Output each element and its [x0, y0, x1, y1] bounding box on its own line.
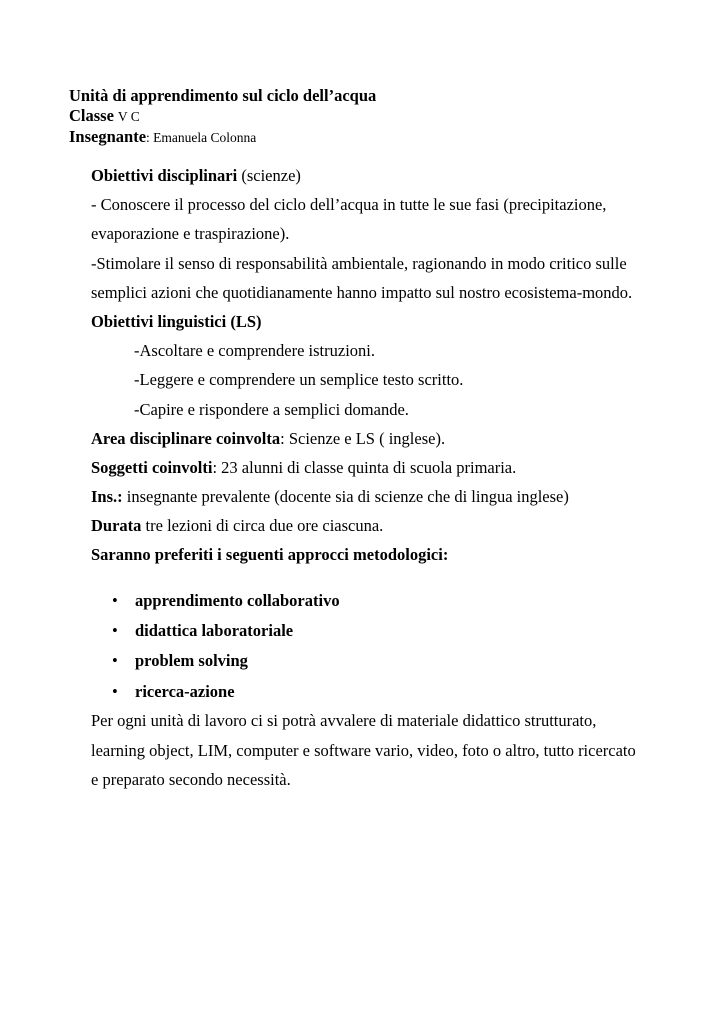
document-title: Unità di apprendimento sul ciclo dell’acqua: [69, 86, 377, 105]
insegnante-value: : Emanuela Colonna: [146, 130, 257, 145]
document-header: [69, 86, 376, 148]
classe-line: [69, 106, 376, 127]
paragraph-line: - Conoscere il processo del ciclo dell’acqua in tutte le sue fasi (precipitazione,: [91, 195, 607, 215]
paragraph-line: semplici azioni che quotidianamente hanno impatto sul nostro ecosistema-mondo.: [91, 282, 633, 302]
paragraph-line: -Stimolare il senso di responsabilità ambientale, ragionando in modo critico sulle: [91, 253, 627, 273]
obiettivi-disciplinari-label: Obiettivi disciplinari: [91, 166, 238, 185]
durata-value: tre lezioni di circa due ore ciascuna.: [141, 516, 384, 536]
paragraph-line: learning object, LIM, computer e software vario, video, foto o altro, tutto ricercato: [91, 740, 636, 760]
soggetti-value: : 23 alunni di classe quinta di scuola primaria.: [212, 457, 517, 477]
list-item: [91, 677, 701, 707]
obiettivi-linguistici-heading: Obiettivi linguistici (LS): [91, 311, 262, 331]
area-disciplinare-line: [91, 424, 701, 453]
document-body: [91, 161, 701, 570]
paragraph-line: evaporazione e traspirazione).: [91, 224, 290, 244]
area-disciplinare-value: : Scienze e LS ( inglese).: [280, 428, 446, 448]
insegnante-line: [69, 127, 376, 148]
ins-label: Ins.:: [91, 487, 123, 507]
classe-value: V C: [117, 109, 140, 124]
obiettivi-disciplinari-note: (scienze): [237, 166, 301, 185]
obiettivo-linguistico-item: -Ascoltare e comprendere istruzioni.: [134, 341, 375, 361]
soggetti-line: [91, 453, 701, 482]
bullet-icon: •: [112, 681, 118, 701]
list-item: [91, 616, 701, 646]
durata-line: [91, 511, 701, 540]
list-item-label: didattica laboratoriale: [135, 621, 294, 641]
area-disciplinare-label: Area disciplinare coinvolta: [91, 428, 281, 448]
approcci-heading: Saranno preferiti i seguenti approcci metodologici:: [91, 545, 449, 565]
obiettivi-disciplinari-heading: [91, 161, 701, 190]
list-item-label: ricerca-azione: [135, 681, 235, 701]
ins-line: [91, 482, 701, 511]
list-item-label: problem solving: [135, 651, 248, 671]
soggetti-label: Soggetti coinvolti: [91, 457, 213, 477]
approcci-list: [91, 586, 701, 707]
insegnante-label: Insegnante: [69, 127, 147, 146]
paragraph-line: Per ogni unità di lavoro ci si potrà avvalere di materiale didattico strutturato,: [91, 711, 597, 730]
ins-value: insegnante prevalente (docente sia di scienze che di lingua inglese): [122, 487, 569, 507]
list-item: [91, 586, 701, 616]
paragraph-line: e preparato secondo necessità.: [91, 770, 291, 790]
classe-label: Classe: [69, 106, 114, 125]
durata-label: Durata: [91, 516, 142, 536]
obiettivo-linguistico-item: -Leggere e comprendere un semplice testo scritto.: [134, 370, 464, 390]
closing-paragraph: [91, 706, 711, 795]
list-item: [91, 646, 701, 676]
bullet-icon: •: [112, 651, 118, 671]
obiettivo-linguistico-item: -Capire e rispondere a semplici domande.: [134, 399, 409, 419]
list-item-label: apprendimento collaborativo: [135, 591, 340, 610]
bullet-icon: •: [112, 591, 118, 610]
bullet-icon: •: [112, 621, 118, 641]
